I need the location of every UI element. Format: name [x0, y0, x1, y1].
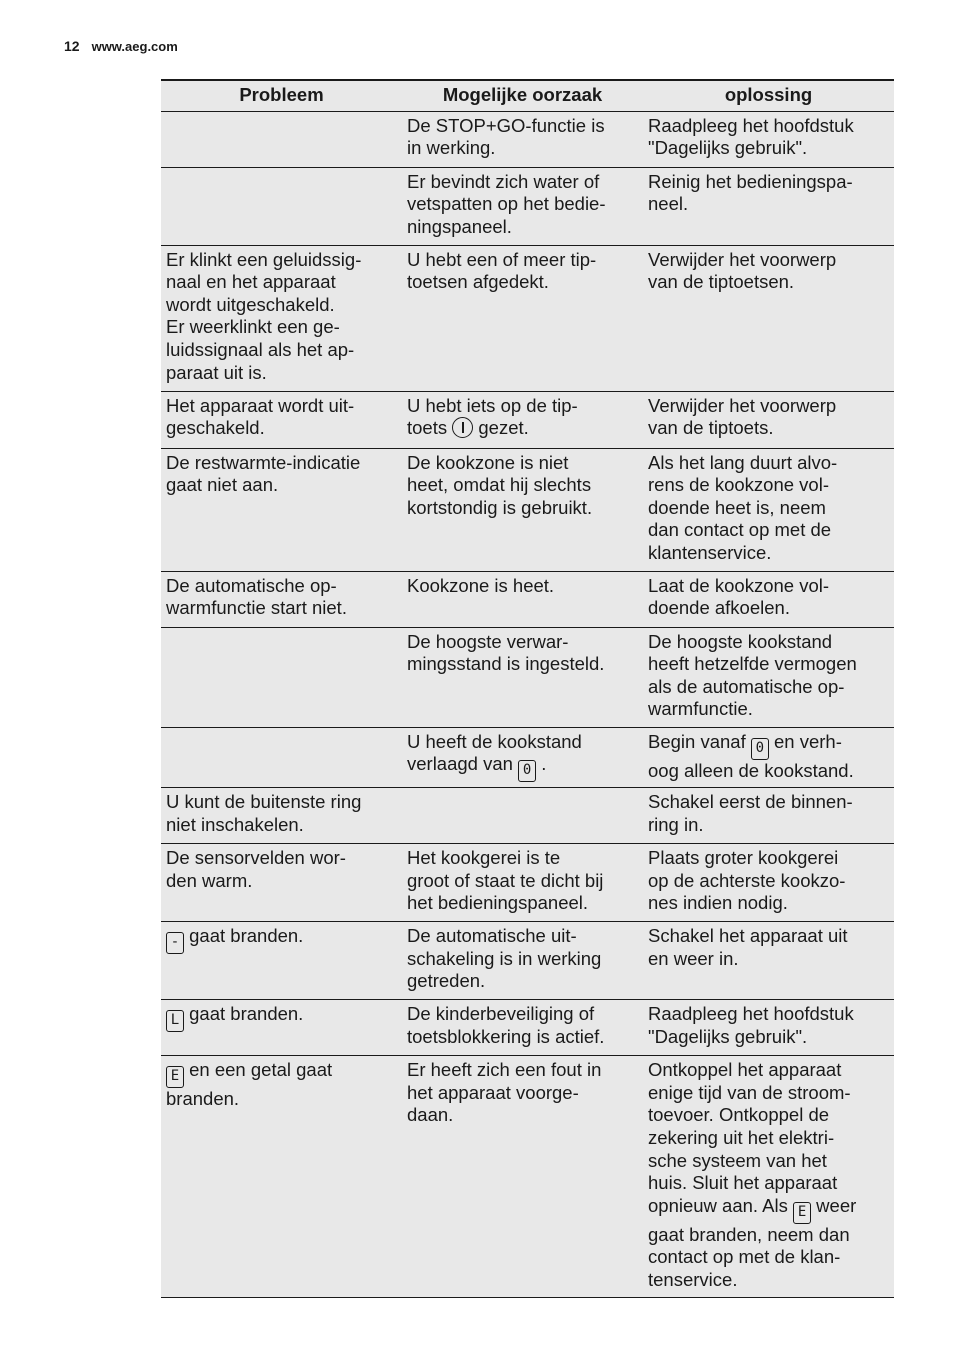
cause-cell: Er heeft zich een fout in het apparaat voorge- daan.: [402, 1056, 643, 1297]
page-number: 12: [64, 38, 80, 54]
problem-text: gaat branden.: [189, 1003, 304, 1025]
error-e-icon: E: [793, 1202, 811, 1224]
table-row: [161, 922, 894, 1000]
solution-text: Ontkoppel het apparaat enige tijd van de stroom- toevoer. Ontkoppel de zekering uit het elektri- sche systeem van het huis. Sluit het apparaat opnieuw aan. Als: [648, 1059, 851, 1216]
column-header-problem: Probleem: [161, 80, 402, 111]
cause-text: U hebt iets op de tip- toets: [407, 394, 578, 439]
cause-cell: [402, 391, 643, 448]
solution-cell: Laat de kookzone vol- doende afkoelen.: [643, 571, 894, 627]
solution-cell: Schakel eerst de binnen- ring in.: [643, 788, 894, 844]
problem-cell: De sensorvelden wor- den warm.: [161, 844, 402, 922]
table-header-row: [161, 80, 894, 111]
table-row: [161, 571, 894, 627]
cause-text-end: gezet.: [478, 417, 529, 439]
problem-cell: [161, 1056, 402, 1297]
solution-cell: Plaats groter kookgerei op de achterste kookzo- nes indien nodig.: [643, 844, 894, 922]
problem-cell: De automatische op- warmfunctie start niet.: [161, 571, 402, 627]
cause-cell: De kinderbeveiliging of toetsblokkering is actief.: [402, 1000, 643, 1056]
power-icon: [452, 417, 473, 438]
cause-cell: [402, 788, 643, 844]
error-e-icon: E: [166, 1066, 184, 1088]
cause-cell: Kookzone is heet.: [402, 571, 643, 627]
cause-text-end: .: [541, 753, 547, 775]
cause-cell: Het kookgerei is te groot of staat te dicht bij het bedieningspaneel.: [402, 844, 643, 922]
level-zero-icon: 0: [751, 738, 769, 760]
level-zero-icon: 0: [518, 760, 536, 782]
table-row: [161, 167, 894, 245]
problem-cell: [161, 627, 402, 727]
column-header-solution: oplossing: [643, 80, 894, 111]
solution-cell: Als het lang duurt alvo- rens de kookzone vol- doende heet is, neem dan contact op met de klantenservice.: [643, 448, 894, 571]
table-row: [161, 727, 894, 788]
table-row: [161, 844, 894, 922]
solution-cell: Raadpleeg het hoofdstuk "Dagelijks gebruik".: [643, 111, 894, 167]
problem-cell: Er klinkt een geluidssig- naal en het apparaat wordt uitgeschakeld. Er weerklinkt een ge- luidssignaal als het ap- paraat uit is.: [161, 245, 402, 391]
solution-cell: [643, 1056, 894, 1297]
troubleshooting-table: [161, 79, 894, 1298]
page-header: [64, 38, 178, 54]
cause-cell: [402, 727, 643, 788]
table-row: [161, 391, 894, 448]
problem-cell: Het apparaat wordt uit- geschakeld.: [161, 391, 402, 448]
solution-text-end: en verh- oog alleen de kookstand.: [648, 730, 854, 781]
cause-cell: De hoogste verwar- mingsstand is ingesteld.: [402, 627, 643, 727]
cause-cell: Er bevindt zich water of vetspatten op het bedie- ningspaneel.: [402, 167, 643, 245]
dash-icon: -: [166, 932, 184, 954]
table-row: [161, 627, 894, 727]
cause-cell: De automatische uit- schakeling is in werking getreden.: [402, 922, 643, 1000]
problem-cell: [161, 727, 402, 788]
site-url: www.aeg.com: [91, 39, 178, 54]
cause-text: U heeft de kookstand verlaagd van: [407, 730, 582, 775]
lock-l-icon: L: [166, 1010, 184, 1032]
solution-cell: Raadpleeg het hoofdstuk "Dagelijks gebruik".: [643, 1000, 894, 1056]
problem-cell: [161, 922, 402, 1000]
solution-cell: De hoogste kookstand heeft hetzelfde vermogen als de automatische op- warmfunctie.: [643, 627, 894, 727]
cause-cell: De STOP+GO-functie is in werking.: [402, 111, 643, 167]
cause-cell: U hebt een of meer tip- toetsen afgedekt.: [402, 245, 643, 391]
problem-cell: [161, 167, 402, 245]
solution-text-end: weer gaat branden, neem dan contact op met de klan- tenservice.: [648, 1194, 857, 1290]
solution-cell: Verwijder het voorwerp van de tiptoetsen.: [643, 245, 894, 391]
problem-cell: [161, 111, 402, 167]
table-row: [161, 788, 894, 844]
solution-cell: [643, 727, 894, 788]
problem-cell: De restwarmte-indicatie gaat niet aan.: [161, 448, 402, 571]
solution-text: Begin vanaf: [648, 730, 746, 752]
problem-cell: [161, 1000, 402, 1056]
problem-text: gaat branden.: [189, 925, 304, 947]
table-row: [161, 448, 894, 571]
column-header-cause: Mogelijke oorzaak: [402, 80, 643, 111]
problem-cell: U kunt de buitenste ring niet inschakelen.: [161, 788, 402, 844]
table-row: [161, 111, 894, 167]
solution-cell: Reinig het bedieningspa- neel.: [643, 167, 894, 245]
problem-text: en een getal gaat branden.: [166, 1059, 333, 1110]
solution-cell: Schakel het apparaat uit en weer in.: [643, 922, 894, 1000]
table-row: [161, 1000, 894, 1056]
cause-cell: De kookzone is niet heet, omdat hij slechts kortstondig is gebruikt.: [402, 448, 643, 571]
table-row: [161, 1056, 894, 1297]
table-row: [161, 245, 894, 391]
solution-cell: Verwijder het voorwerp van de tiptoets.: [643, 391, 894, 448]
